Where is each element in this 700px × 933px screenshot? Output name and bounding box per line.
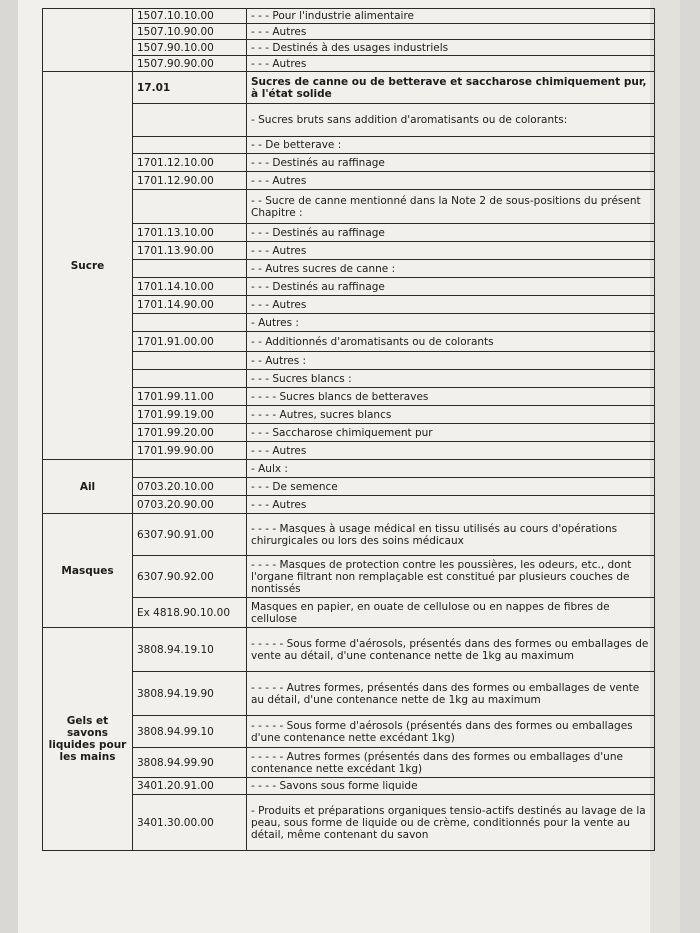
desc-cell: - - - - Savons sous forme liquide — [247, 778, 655, 795]
table-row — [43, 314, 655, 332]
desc-cell: - - - Autres — [247, 172, 655, 190]
category-sucre: Sucre — [43, 72, 133, 460]
desc-cell: Masques en papier, en ouate de cellulose ou en nappes de fibres de cellulose — [247, 598, 655, 628]
code-cell: 1507.10.90.00 — [133, 24, 247, 40]
desc-cell: - - - - - Autres formes, présentés dans des formes ou emballages de vente au détail, d'une contenance nette de 1kg au maximum — [247, 672, 655, 716]
code-cell: 1701.13.90.00 — [133, 242, 247, 260]
code-cell: 3808.94.19.90 — [133, 672, 247, 716]
desc-cell: - - - Autres — [247, 242, 655, 260]
table-row — [43, 40, 655, 56]
table-row — [43, 190, 655, 224]
desc-cell: - - - - Masques de protection contre les poussières, les odeurs, etc., dont l'organe filtrant non remplaçable est constitué par plusieurs couches de nontissés — [247, 556, 655, 598]
table-row — [43, 496, 655, 514]
desc-cell: - - - Destinés à des usages industriels — [247, 40, 655, 56]
desc-cell: - - - Autres — [247, 24, 655, 40]
code-cell: 6307.90.92.00 — [133, 556, 247, 598]
table-row — [43, 370, 655, 388]
table-row — [43, 104, 655, 137]
code-cell: 1701.99.90.00 — [133, 442, 247, 460]
desc-cell: - - - Autres — [247, 56, 655, 72]
code-cell — [133, 190, 247, 224]
code-cell: 3401.20.91.00 — [133, 778, 247, 795]
table-row — [43, 795, 655, 851]
desc-cell: - Produits et préparations organiques tensio-actifs destinés au lavage de la peau, sous forme de liquide ou de crème, conditionnés pour la vente au détail, même contenant du savon — [247, 795, 655, 851]
code-cell — [133, 104, 247, 137]
code-cell — [133, 260, 247, 278]
code-cell: 3401.30.00.00 — [133, 795, 247, 851]
desc-cell: - - - - - Sous forme d'aérosols (présentés dans des formes ou emballages d'une contenance nette excédant 1kg) — [247, 716, 655, 748]
table-row — [43, 628, 655, 672]
desc-cell: - - Autres : — [247, 352, 655, 370]
table-row — [43, 514, 655, 556]
table-row — [43, 442, 655, 460]
table-row — [43, 748, 655, 778]
code-cell: 1507.90.10.00 — [133, 40, 247, 56]
desc-cell: - - - Pour l'industrie alimentaire — [247, 9, 655, 24]
code-cell — [133, 370, 247, 388]
desc-cell: - - - Destinés au raffinage — [247, 278, 655, 296]
category-masques: Masques — [43, 514, 133, 628]
table-row — [43, 72, 655, 104]
table-row — [43, 478, 655, 496]
desc-cell: - Aulx : — [247, 460, 655, 478]
code-cell: 1701.99.20.00 — [133, 424, 247, 442]
desc-cell: - - - Saccharose chimiquement pur — [247, 424, 655, 442]
desc-cell: - - - Autres — [247, 496, 655, 514]
table-row — [43, 460, 655, 478]
heading-desc-cell: Sucres de canne ou de betterave et saccharose chimiquement pur, à l'état solide — [247, 72, 655, 104]
desc-cell: - - - Destinés au raffinage — [247, 224, 655, 242]
table-row — [43, 778, 655, 795]
desc-cell: - - Autres sucres de canne : — [247, 260, 655, 278]
desc-cell: - - - Autres — [247, 296, 655, 314]
code-cell: 1701.91.00.00 — [133, 332, 247, 352]
code-cell: 3808.94.99.10 — [133, 716, 247, 748]
desc-cell: - - - Destinés au raffinage — [247, 154, 655, 172]
table-row — [43, 296, 655, 314]
table-row — [43, 9, 655, 24]
table-row — [43, 556, 655, 598]
code-cell: 0703.20.10.00 — [133, 478, 247, 496]
code-cell — [133, 352, 247, 370]
desc-cell: - - - De semence — [247, 478, 655, 496]
code-cell: 1701.99.11.00 — [133, 388, 247, 406]
desc-cell: - - - - - Sous forme d'aérosols, présentés dans des formes ou emballages de vente au détail, d'une contenance nette de 1kg au maximum — [247, 628, 655, 672]
code-cell: 1701.14.10.00 — [133, 278, 247, 296]
desc-cell: - - Additionnés d'aromatisants ou de colorants — [247, 332, 655, 352]
table-row — [43, 332, 655, 352]
desc-cell: - Sucres bruts sans addition d'aromatisants ou de colorants: — [247, 104, 655, 137]
code-cell: 0703.20.90.00 — [133, 496, 247, 514]
table-row — [43, 424, 655, 442]
table-row — [43, 352, 655, 370]
table-row — [43, 56, 655, 72]
desc-cell: - - - Sucres blancs : — [247, 370, 655, 388]
category-ail: Ail — [43, 460, 133, 514]
table-row — [43, 278, 655, 296]
table-row — [43, 172, 655, 190]
desc-cell: - - - - - Autres formes (présentés dans des formes ou emballages d'une contenance nette excédant 1kg) — [247, 748, 655, 778]
desc-cell: - - - - Masques à usage médical en tissu utilisés au cours d'opérations chirurgicales ou lors des soins médicaux — [247, 514, 655, 556]
code-cell: 3808.94.99.90 — [133, 748, 247, 778]
table-row — [43, 598, 655, 628]
table-row — [43, 716, 655, 748]
table-row — [43, 24, 655, 40]
table-row — [43, 406, 655, 424]
desc-cell: - - De betterave : — [247, 137, 655, 154]
code-cell — [133, 137, 247, 154]
table-row — [43, 672, 655, 716]
code-cell: 1701.14.90.00 — [133, 296, 247, 314]
code-cell: 1701.99.19.00 — [133, 406, 247, 424]
code-cell: 1507.90.90.00 — [133, 56, 247, 72]
code-cell: 1701.12.10.00 — [133, 154, 247, 172]
table-row — [43, 388, 655, 406]
table-row — [43, 154, 655, 172]
code-cell: Ex 4818.90.10.00 — [133, 598, 247, 628]
code-cell — [133, 314, 247, 332]
table-row — [43, 224, 655, 242]
desc-cell: - - - - Sucres blancs de betteraves — [247, 388, 655, 406]
code-cell: 6307.90.91.00 — [133, 514, 247, 556]
desc-cell: - Autres : — [247, 314, 655, 332]
heading-code-cell: 17.01 — [133, 72, 247, 104]
table-row — [43, 260, 655, 278]
code-cell: 1701.13.10.00 — [133, 224, 247, 242]
code-cell — [133, 460, 247, 478]
category-cell-empty — [43, 9, 133, 72]
desc-cell: - - Sucre de canne mentionné dans la Note 2 de sous-positions du présent Chapitre : — [247, 190, 655, 224]
desc-cell: - - - - Autres, sucres blancs — [247, 406, 655, 424]
category-gels-savons: Gels et savons liquides pour les mains — [43, 628, 133, 851]
code-cell: 1507.10.10.00 — [133, 9, 247, 24]
paper-sheet — [18, 0, 680, 933]
code-cell: 3808.94.19.10 — [133, 628, 247, 672]
code-cell: 1701.12.90.00 — [133, 172, 247, 190]
desc-cell: - - - Autres — [247, 442, 655, 460]
tariff-table — [42, 8, 655, 851]
table-row — [43, 137, 655, 154]
table-row — [43, 242, 655, 260]
